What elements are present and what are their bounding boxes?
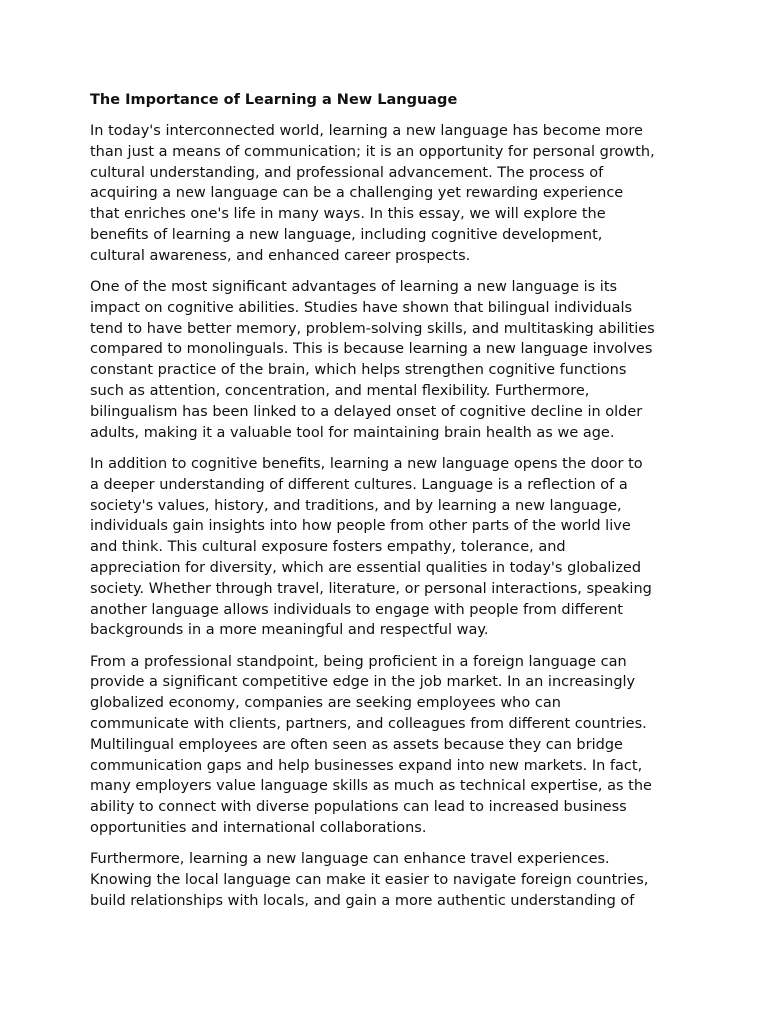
text-line: society's values, history, and traditions, and by learning a new language, [90, 497, 622, 514]
paragraph-cultural-understanding [90, 454, 680, 641]
text-line: cultural awareness, and enhanced career prospects. [90, 247, 471, 264]
text-line: Knowing the local language can make it easier to navigate foreign countries, [90, 872, 649, 889]
paragraph-cognitive-benefits [90, 277, 680, 443]
text-line: benefits of learning a new language, including cognitive development, [90, 226, 603, 243]
text-line: Furthermore, learning a new language can enhance travel experiences. [90, 851, 610, 868]
text-line: communication gaps and help businesses expand into new markets. In fact, [90, 757, 643, 774]
text-line: One of the most significant advantages of learning a new language is its [90, 279, 618, 296]
text-line: communicate with clients, partners, and colleagues from different countries. [90, 716, 647, 733]
paragraph-introduction [90, 121, 680, 267]
text-line: a deeper understanding of different cultures. Language is a reflection of a [90, 476, 628, 493]
text-line: tend to have better memory, problem-solving skills, and multitasking abilities [90, 320, 655, 337]
text-line: that enriches one's life in many ways. In this essay, we will explore the [90, 206, 606, 223]
text-line: appreciation for diversity, which are essential qualities in today's globalized [90, 559, 642, 576]
text-line: opportunities and international collaborations. [90, 820, 427, 836]
text-line: such as attention, concentration, and mental flexibility. Furthermore, [90, 383, 590, 400]
text-line: many employers value language skills as much as technical expertise, as the [90, 778, 652, 795]
document-title: The Importance of Learning a New Language [90, 92, 458, 108]
text-line: than just a means of communication; it is an opportunity for personal growth, [90, 143, 655, 160]
text-line: society. Whether through travel, literature, or personal interactions, speaking [90, 580, 652, 597]
text-line: compared to monolinguals. This is because learning a new language involves [90, 341, 653, 358]
text-line: adults, making it a valuable tool for maintaining brain health as we age. [90, 424, 615, 441]
text-line: From a professional standpoint, being proficient in a foreign language can [90, 653, 627, 670]
text-line: globalized economy, companies are seeking employees who can [90, 695, 561, 712]
text-line: another language allows individuals to engage with people from different [90, 601, 623, 618]
text-line: In today's interconnected world, learning a new language has become more [90, 123, 643, 139]
text-line: impact on cognitive abilities. Studies have shown that bilingual individuals [90, 299, 633, 316]
text-line: build relationships with locals, and gain a more authentic understanding of [90, 892, 635, 909]
text-line: individuals gain insights into how people from other parts of the world live [90, 518, 631, 535]
text-line: constant practice of the brain, which helps strengthen cognitive functions [90, 362, 627, 379]
text-line: Multilingual employees are often seen as assets because they can bridge [90, 736, 623, 753]
text-line: cultural understanding, and professional advancement. The process of [90, 164, 604, 181]
text-line: acquiring a new language can be a challenging yet rewarding experience [90, 185, 624, 202]
text-line: and think. This cultural exposure fosters empathy, tolerance, and [90, 539, 566, 556]
text-line: backgrounds in a more meaningful and respectful way. [90, 622, 489, 639]
text-line: provide a significant competitive edge in the job market. In an increasingly [90, 674, 636, 691]
paragraph-travel-experiences [90, 849, 680, 911]
text-line: In addition to cognitive benefits, learning a new language opens the door to [90, 455, 643, 472]
text-line: bilingualism has been linked to a delayed onset of cognitive decline in older [90, 403, 643, 420]
document-page [90, 88, 680, 922]
paragraph-professional-advantages [90, 652, 680, 839]
text-line: ability to connect with diverse populations can lead to increased business [90, 799, 627, 816]
